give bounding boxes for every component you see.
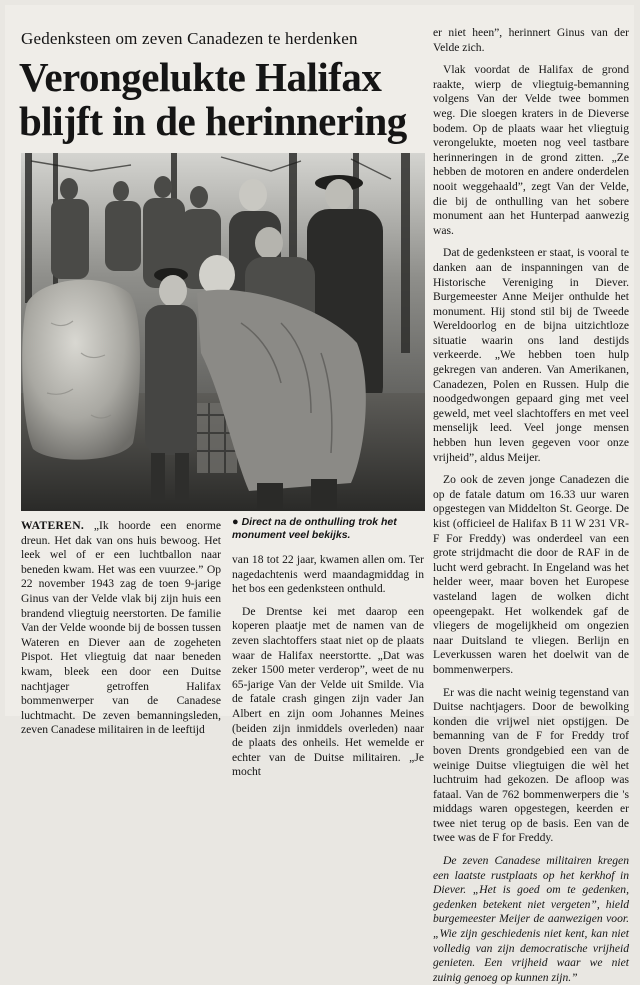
headline-line-1: Verongelukte Halifax: [19, 54, 382, 100]
photo-caption-block: [232, 516, 422, 542]
article-paragraph: van 18 tot 22 jaar, kwamen allen om. Ter nagedachtenis werd maandagmiddag in het bos een gedenksteen onthuld.: [232, 553, 424, 596]
article-paragraph: Dat de gedenksteen er staat, is vooral te danken aan de inspanningen van de Historische Vereniging in Diever. Burgemeester Anne Meijer onthulde het monument. Hij stond stil bij de Tweede Wereldoorlog en de bijna uitzichtloze situatie waarin ons land destijds verkeerde. „We hebben toen hulp gekregen van anderen. Van Amerikanen, Canadezen, Polen en Russen. Hulp die noodgedwongen gepaard ging met veel geweld, met veel slachtoffers en met veel menselijk leed. Veel jonge mensen hebben hun leven gegeven voor onze vrijheid”, aldus Meijer.: [433, 246, 629, 464]
kicker: Gedenksteen om zeven Canadezen te herdenken: [21, 29, 358, 48]
dateline: WATEREN.: [21, 519, 85, 532]
article-paragraph: Vlak voordat de Halifax de grond raakte, wierp de vliegtuig-bemanning volgens Van der Velde twee bommen weg. Die sloegen kraters in de Dieverse bodem. Op de plaats waar het vliegtuig verongelukte, moeten nog veel tastbare herinneringen in de grond zitten. „Ze hebben de motoren en andere onderdelen nooit weggehaald”, zegt Van der Velde, die bij de onthulling van het sobere monument aan het Hunterpad aanwezig was.: [433, 63, 629, 237]
paragraph-text: „Ik hoorde een enorme dreun. Het dak van ons huis bewoog. Het leek wel of er een luchtballon naar beneden kwam. Het was een vuurzee.” Op 22 november 1943 zag de toen 9-jarige Ginus van der Velde vlak bij zijn huis een brandend vliegtuig neerstorten. De familie Van der Velde woonde bij de bossen tussen Wateren en Diever aan de zogeheten Pispot. Het vliegtuig dat naar beneden kwam, bleek een door een Duitse nachtjager getroffen Halifax bommenwerper van de Canadese luchtmacht. De zeven bemanningsleden, zeven Canadese militairen in de leeftijd: [21, 519, 222, 737]
news-photo: [21, 153, 425, 511]
bullet-icon: ●: [232, 516, 239, 528]
article-paragraph: De Drentse kei met daarop een koperen plaatje met de namen van de zeven slachtoffers staat niet op de plaats waar de Halifax neerstortte. „Dat was zeker 1500 meter verderop”, weet de nu 65-jarige Van der Velde uit Smilde. Via de fatale crash gingen zijn vader Jan Albert en zijn oom Johannes Meines (beiden zijn inmiddels overleden) naar de plaats des onheils. Het wemelde er echter van de Duitse militairen. „Je mocht: [232, 604, 424, 779]
photo-illustration: [21, 153, 425, 511]
article-paragraph: [21, 519, 221, 738]
article-paragraph: er niet heen”, herinnert Ginus van der Velde zich.: [433, 26, 629, 54]
article-paragraph: Zo ook de zeven jonge Canadezen die op de fatale datum om 16.33 uur waren opgestegen van Middelton St. George. De kist (officieel de Halifax B 11 W 231 VR-F For Freddy) was onderdeel van een grote strijdmacht die door de RAF in de lucht werd gebracht. In Engeland was het helder weer, maar boven het Europese vasteland lagen de wolken dicht opeengepakt. Het wolkendek gaf de vliegers de mogelijkheid om ongezien naar Duitsland te vliegen. Berlijn en Leverkussen waren het doelwit van de bommenwerpers.: [433, 473, 629, 676]
headline: [19, 55, 409, 143]
article-paragraph: Er was die nacht weinig tegenstand van Duitse nachtjagers. Door de bewolking konden die vrijwel niet opstijgen. De bemanning van de F for Freddy trof boven Drents grondgebied een van de weinige Duitse vliegtuigen die wèl het luchtruim had gekozen. De afloop was fataal. Van de 762 bommenwerpers die 's middags waren opgestegen, keerden er twee niet terug op de basis. Een van de twee was de F for Freddy.: [433, 685, 629, 845]
article-column-2: [232, 553, 424, 780]
article-column-1: [21, 519, 221, 738]
headline-line-2: blijft in de herinnering: [19, 98, 407, 144]
article-column-3: [433, 26, 629, 985]
article-paragraph: De zeven Canadese militairen kregen een laatste rustplaats op het kerkhof in Diever. „Het is goed om te gedenken, gedenken betekent niet vergeten”, hield burgemeester Meijer de aanwezigen voor. „Wie zijn geschiedenis niet kent, kan niet volledig van zijn democratische vrijheid genieten. Een vrijheid waar we niet zuinig genoeg op kunnen zijn.”: [433, 854, 629, 984]
newspaper-clipping: [5, 5, 634, 984]
photo-caption: Direct na de onthulling trok het monument veel bekijks.: [232, 516, 397, 541]
